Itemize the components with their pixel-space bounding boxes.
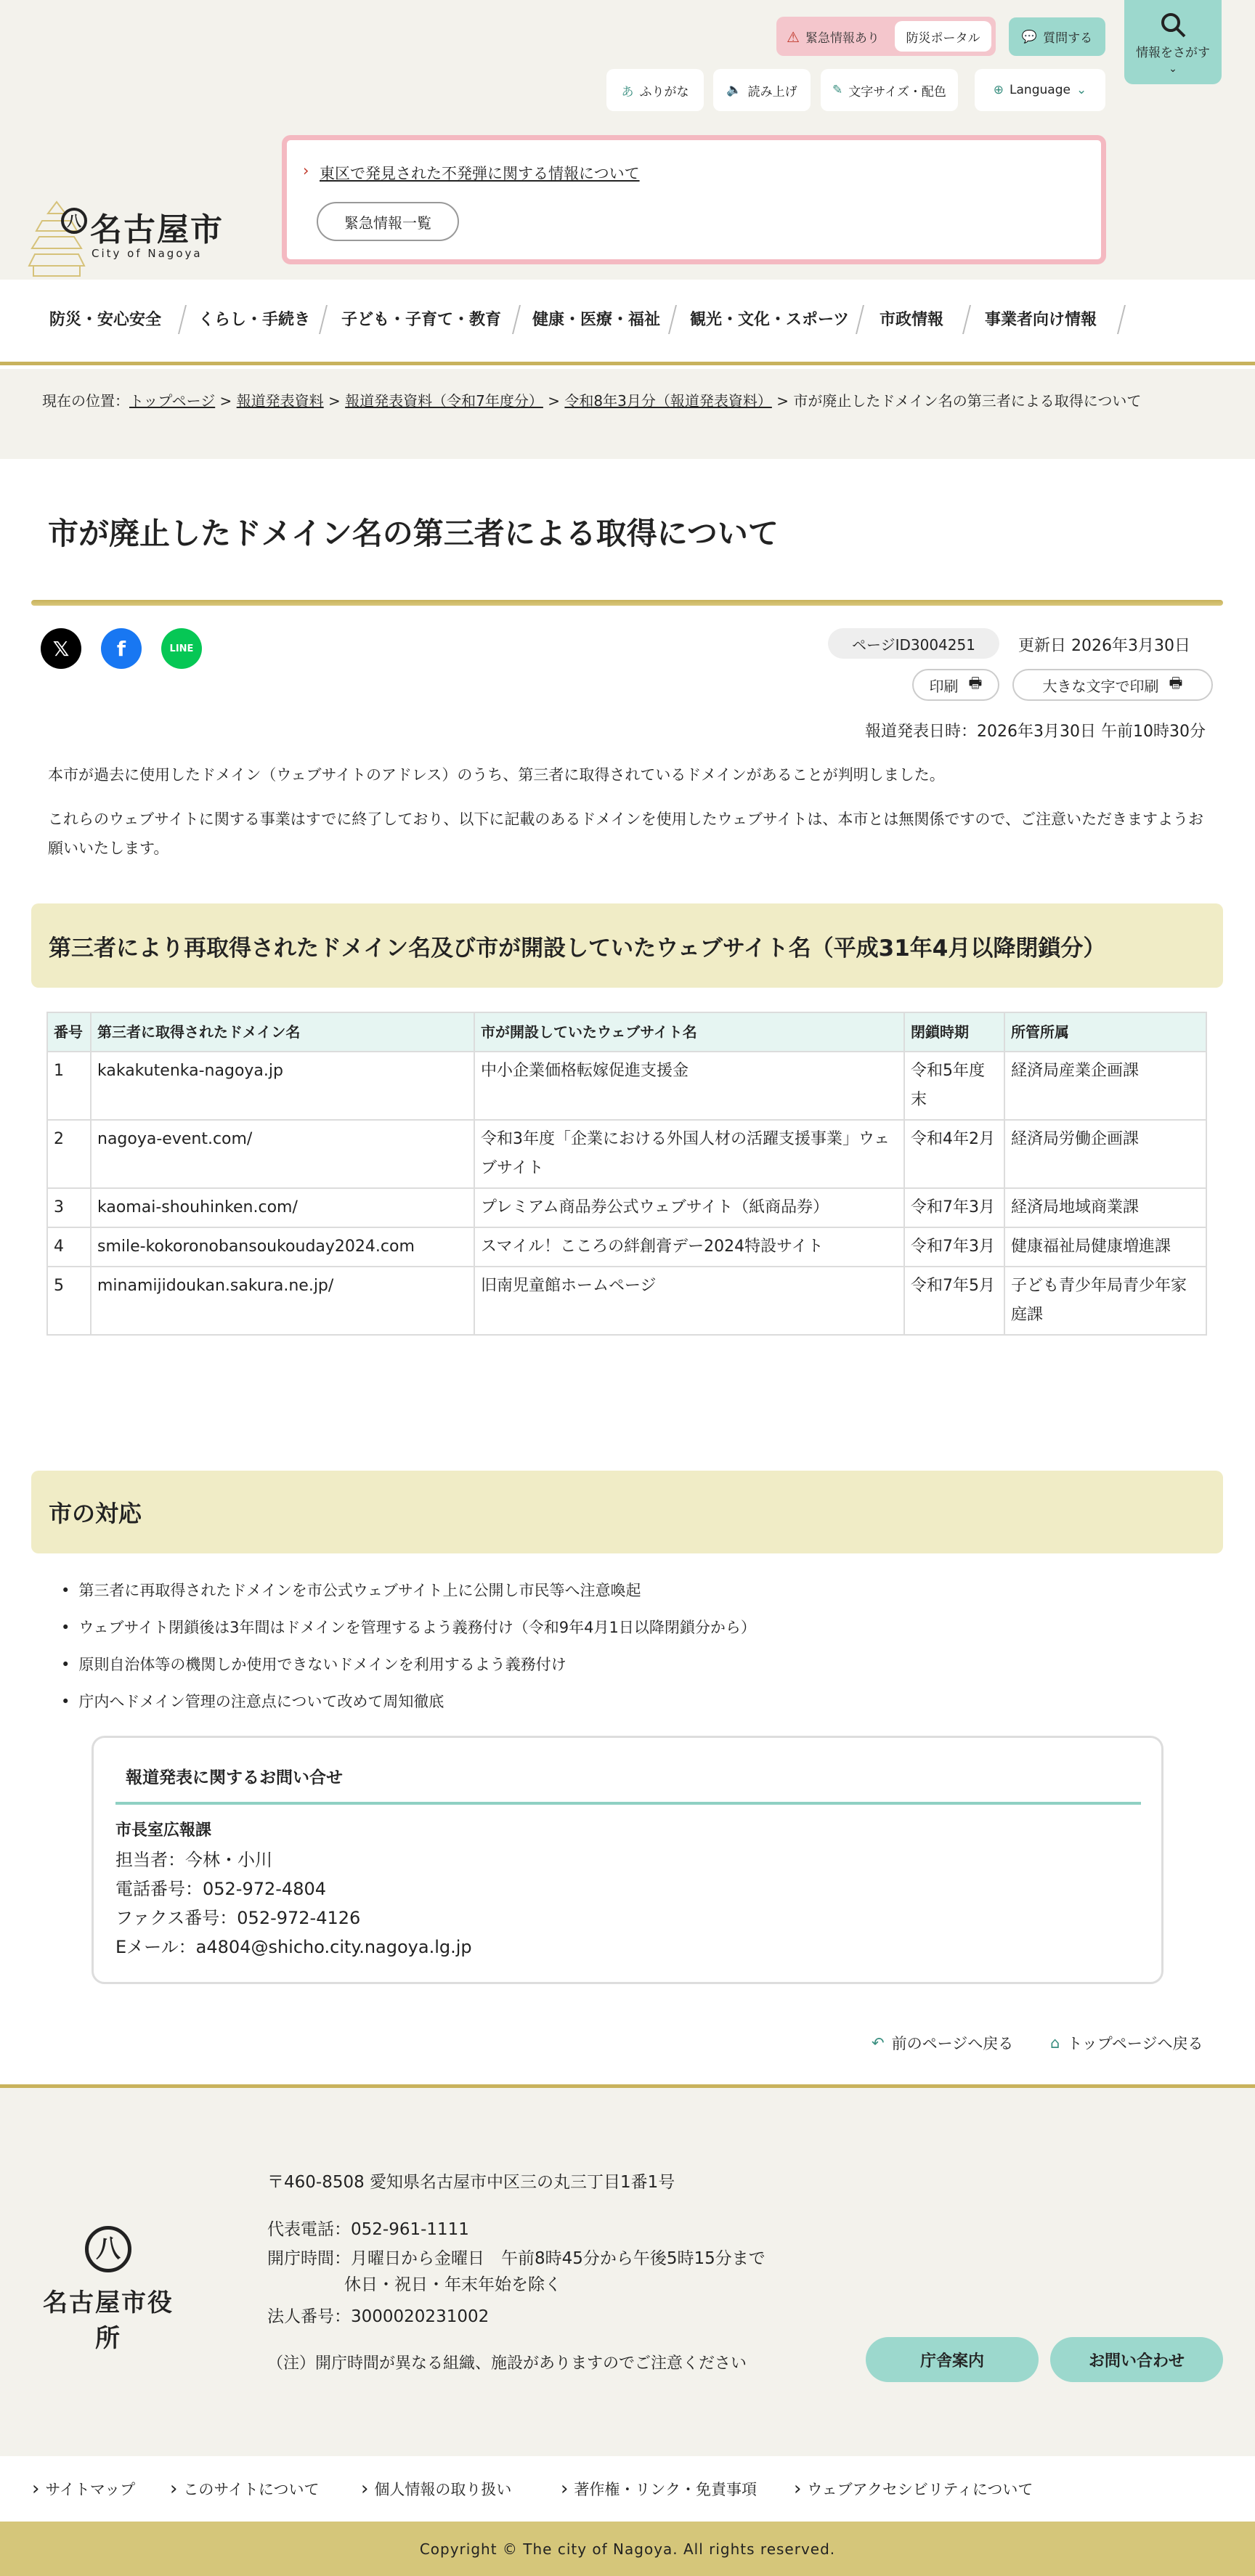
print-large-label: 大きな文字で印刷 xyxy=(1042,677,1159,695)
breadcrumb: 現在の位置：トップページ > 報道発表資料 > 報道発表資料（令和7年度分） > 令和8年3月分（報道発表資料） > 市が廃止したドメイン名の第三者による取得について xyxy=(0,369,1255,459)
site-footer xyxy=(0,2084,1255,2456)
emergency-info-box xyxy=(282,135,1106,264)
cell-department: 経済局労働企画課 xyxy=(1004,1120,1206,1188)
footer-corp-number: 法人番号：3000020231002 xyxy=(267,2307,490,2326)
response-list xyxy=(61,1572,756,1720)
bousai-portal-button[interactable]: 防災ポータル xyxy=(895,21,991,52)
col-department: 所管所属 xyxy=(1004,1012,1206,1052)
nav-divider xyxy=(668,305,677,334)
chat-icon: 💬 xyxy=(1021,29,1038,44)
nav-divider xyxy=(178,305,187,334)
nav-item-life[interactable]: くらし・手続き xyxy=(198,311,311,329)
footer-link-accessibility[interactable]: › ウェブアクセシビリティについて xyxy=(794,2478,1033,2500)
section-heading-domains: 第三者により再取得されたドメイン名及び市が開設していたウェブサイト名（平成31年4月以降閉鎖分） xyxy=(31,903,1223,988)
nav-item-safety[interactable]: 防災・安心安全 xyxy=(49,311,162,329)
return-arrow-icon: ↶ xyxy=(872,2034,885,2052)
x-share-icon[interactable]: 𝕏 xyxy=(41,628,81,669)
site-logo[interactable] xyxy=(26,196,251,282)
contact-heading: 報道発表に関するお問い合せ xyxy=(126,1768,343,1787)
table-row xyxy=(47,1188,1206,1227)
chevron-right-icon: › xyxy=(303,162,309,179)
cell-department: 経済局地域商業課 xyxy=(1004,1188,1206,1227)
chevron-down-icon: ⌄ xyxy=(1076,83,1087,97)
footer-logo xyxy=(32,2226,184,2354)
print-label: 印刷 xyxy=(929,677,959,695)
footer-note: （注）開庁時間が異なる組織、施設がありますのでご注意ください xyxy=(267,2354,747,2373)
logo-subtitle: City of Nagoya xyxy=(92,247,203,260)
footer-link-copyright[interactable]: › 著作権・リンク・免責事項 xyxy=(561,2478,757,2500)
cell-site-name: 中小企業価格転嫁促進支援金 xyxy=(474,1052,904,1120)
city-emblem-icon: 八 xyxy=(85,2226,131,2272)
logo-title: 名古屋市 xyxy=(90,211,224,248)
cell-number: 1 xyxy=(47,1052,91,1120)
language-button[interactable] xyxy=(975,69,1105,111)
back-prev-label: 前のページへ戻る xyxy=(891,2035,1014,2052)
footer-link-privacy[interactable]: › 個人情報の取り扱い xyxy=(361,2478,511,2500)
copyright: Copyright © The city of Nagoya. All rights reserved. xyxy=(0,2522,1255,2576)
table-header-row xyxy=(47,1012,1206,1052)
back-prev-link[interactable] xyxy=(872,2032,1013,2054)
language-label: Language xyxy=(1010,83,1071,97)
footer-link-about[interactable]: › このサイトについて xyxy=(170,2478,320,2500)
cell-number: 2 xyxy=(47,1120,91,1188)
emergency-news-link[interactable]: 東区で発見された不発弾に関する情報について xyxy=(320,165,640,182)
read-aloud-label: 読み上げ xyxy=(747,84,797,99)
contact-details xyxy=(115,1816,472,1962)
furigana-button[interactable] xyxy=(606,69,704,111)
nav-divider xyxy=(856,305,864,334)
font-color-button[interactable] xyxy=(821,69,958,111)
globe-icon: ⊕ xyxy=(993,83,1004,97)
search-label: 情報をさがす xyxy=(1136,45,1210,60)
footer-tel: 代表電話：052-961-1111 xyxy=(267,2220,469,2239)
col-domain: 第三者に取得されたドメイン名 xyxy=(91,1012,474,1052)
cell-number: 4 xyxy=(47,1227,91,1267)
table-row xyxy=(47,1120,1206,1188)
contact-box xyxy=(92,1736,1163,1984)
breadcrumb-current: 市が廃止したドメイン名の第三者による取得について xyxy=(793,392,1142,410)
cell-number: 3 xyxy=(47,1188,91,1227)
nav-divider xyxy=(1117,305,1126,334)
cell-domain: smile-kokoronobansoukouday2024.com xyxy=(91,1227,474,1267)
city-emblem-icon: 八 xyxy=(61,208,87,234)
list-item: • 原則自治体等の機関しか使用できないドメインを利用するよう義務付け xyxy=(61,1646,756,1683)
nav-item-health[interactable]: 健康・医療・福祉 xyxy=(532,311,661,329)
intro-paragraph: 本市が過去に使用したドメイン（ウェブサイトのアドレス）のうち、第三者に取得されているドメインがあることが判明しました。 xyxy=(48,766,945,784)
line-share-icon[interactable]: LINE xyxy=(161,628,202,669)
cell-closed: 令和4年2月 xyxy=(904,1120,1004,1188)
font-color-label: 文字サイズ・配色 xyxy=(848,84,946,99)
footer-address: 〒460-8508 愛知県名古屋市中区三の丸三丁目1番1号 xyxy=(267,2173,675,2192)
back-top-label: トップページへ戻る xyxy=(1067,2035,1203,2052)
cell-closed: 令和7年3月 xyxy=(904,1227,1004,1267)
cell-site-name: プレミアム商品券公式ウェブサイト（紙商品券） xyxy=(474,1188,904,1227)
breadcrumb-prefix: 現在の位置： xyxy=(42,392,129,410)
footer-hours: 開庁時間：月曜日から金曜日 午前8時45分から午後5時15分まで xyxy=(267,2249,765,2268)
title-divider xyxy=(31,600,1223,606)
emergency-list-button[interactable]: 緊急情報一覧 xyxy=(317,202,459,241)
printer-icon: 🖶 xyxy=(968,674,983,691)
cell-site-name: 令和3年度「企業における外国人材の活躍支援事業」ウェブサイト xyxy=(474,1120,904,1188)
cell-department: 子ども青少年局青少年家庭課 xyxy=(1004,1267,1206,1335)
footer-link-sitemap[interactable]: › サイトマップ xyxy=(32,2478,135,2500)
list-item: • ウェブサイト閉鎖後は3年間はドメインを管理するよう義務付け（令和9年4月1日以降閉鎖分から） xyxy=(61,1609,756,1646)
cell-department: 健康福祉局健康増進課 xyxy=(1004,1227,1206,1267)
list-item: • 第三者に再取得されたドメインを市公式ウェブサイト上に公開し市民等へ注意喚起 xyxy=(61,1572,756,1609)
notice-paragraph: これらのウェブサイトに関する事業はすでに終了しており、以下に記載のあるドメインを使用したウェブサイトは、本市とは無関係ですので、ご注意いただきますようお願いいたします。 xyxy=(48,810,1203,857)
footer-logo-name: 名古屋市役所 xyxy=(43,2288,174,2353)
chevron-down-icon: ⌄ xyxy=(1169,62,1177,75)
cell-domain: kaomai-shouhinken.com/ xyxy=(91,1188,474,1227)
col-site-name: 市が開設していたウェブサイト名 xyxy=(474,1012,904,1052)
cell-domain: nagoya-event.com/ xyxy=(91,1120,474,1188)
page-id-badge: ページID3004251 xyxy=(828,628,999,659)
nav-item-children[interactable]: 子ども・子育て・教育 xyxy=(341,311,502,329)
question-label: 質問する xyxy=(1043,31,1093,46)
cell-number: 5 xyxy=(47,1267,91,1335)
site-header xyxy=(0,0,1255,280)
read-aloud-button[interactable] xyxy=(713,69,811,111)
contact-tel: 電話番号：052-972-4804 xyxy=(115,1879,327,1899)
breadcrumb-press-r7[interactable]: 報道発表資料（令和7年度分） xyxy=(345,392,543,410)
cell-domain: kakakutenka-nagoya.jp xyxy=(91,1052,474,1120)
question-button[interactable] xyxy=(1009,17,1105,56)
warning-icon: ⚠ xyxy=(787,28,800,46)
nav-item-citygov[interactable]: 市政情報 xyxy=(880,311,944,329)
cell-site-name: 旧南児童館ホームページ xyxy=(474,1267,904,1335)
contact-fax: ファクス番号：052-972-4126 xyxy=(115,1908,361,1928)
domain-table xyxy=(46,1012,1207,1336)
table-row xyxy=(47,1267,1206,1335)
nav-divider xyxy=(962,305,971,334)
nav-item-tourism[interactable]: 観光・文化・スポーツ xyxy=(690,311,850,329)
breadcrumb-press-r8-3[interactable]: 令和8年3月分（報道発表資料） xyxy=(564,392,772,410)
global-nav xyxy=(0,280,1255,365)
nav-item-business[interactable]: 事業者向け情報 xyxy=(985,311,1097,329)
home-icon: ⌂ xyxy=(1050,2034,1060,2052)
furigana-label: ふりがな xyxy=(639,84,689,99)
footer-hours-note: 休日・祝日・年末年始を除く xyxy=(344,2275,561,2294)
updated-date: 更新日 2026年3月30日 xyxy=(1018,637,1190,655)
table-row xyxy=(47,1052,1206,1120)
contact-org: 市長室広報課 xyxy=(115,1821,212,1840)
brush-icon: ✎ xyxy=(832,83,843,97)
printer-icon: 🖶 xyxy=(1169,674,1183,691)
table-row xyxy=(47,1227,1206,1267)
search-icon xyxy=(1158,10,1187,39)
breadcrumb-top[interactable]: トップページ xyxy=(129,392,216,410)
nav-divider xyxy=(319,305,328,334)
office-guide-button[interactable]: 庁舎案内 xyxy=(866,2337,1039,2382)
contact-button[interactable]: お問い合わせ xyxy=(1050,2337,1223,2382)
speaker-icon: 🔈 xyxy=(726,83,742,97)
contact-divider xyxy=(115,1802,1141,1805)
section-heading-response: 市の対応 xyxy=(31,1471,1223,1553)
cell-department: 経済局産業企画課 xyxy=(1004,1052,1206,1120)
breadcrumb-press[interactable]: 報道発表資料 xyxy=(236,392,324,410)
cell-closed: 令和5年度末 xyxy=(904,1052,1004,1120)
contact-person: 担当者：今林・小川 xyxy=(115,1850,272,1870)
cell-domain: minamijidoukan.sakura.ne.jp/ xyxy=(91,1267,474,1335)
press-release-date: 報道発表日時：2026年3月30日 午前10時30分 xyxy=(865,723,1206,741)
cell-closed: 令和7年5月 xyxy=(904,1267,1004,1335)
col-number: 番号 xyxy=(47,1012,91,1052)
page-title: 市が廃止したドメイン名の第三者による取得について xyxy=(48,516,779,551)
print-button[interactable] xyxy=(912,669,999,701)
facebook-share-icon[interactable]: f xyxy=(101,628,142,669)
col-closed: 閉鎖時期 xyxy=(904,1012,1004,1052)
search-button[interactable] xyxy=(1124,0,1222,84)
contact-email[interactable]: Eメール：a4804@shicho.city.nagoya.lg.jp xyxy=(115,1937,472,1957)
print-large-button[interactable] xyxy=(1012,669,1213,701)
footer-links xyxy=(0,2456,1255,2522)
emergency-label: 緊急情報あり xyxy=(805,31,880,46)
list-item: • 庁内へドメイン管理の注意点について改めて周知徹底 xyxy=(61,1683,756,1720)
nav-divider xyxy=(512,305,521,334)
cell-site-name: スマイル！こころの絆創膏デー2024特設サイト xyxy=(474,1227,904,1267)
furigana-icon: あ xyxy=(621,84,634,99)
cell-closed: 令和7年3月 xyxy=(904,1188,1004,1227)
back-top-link[interactable] xyxy=(1050,2032,1203,2054)
